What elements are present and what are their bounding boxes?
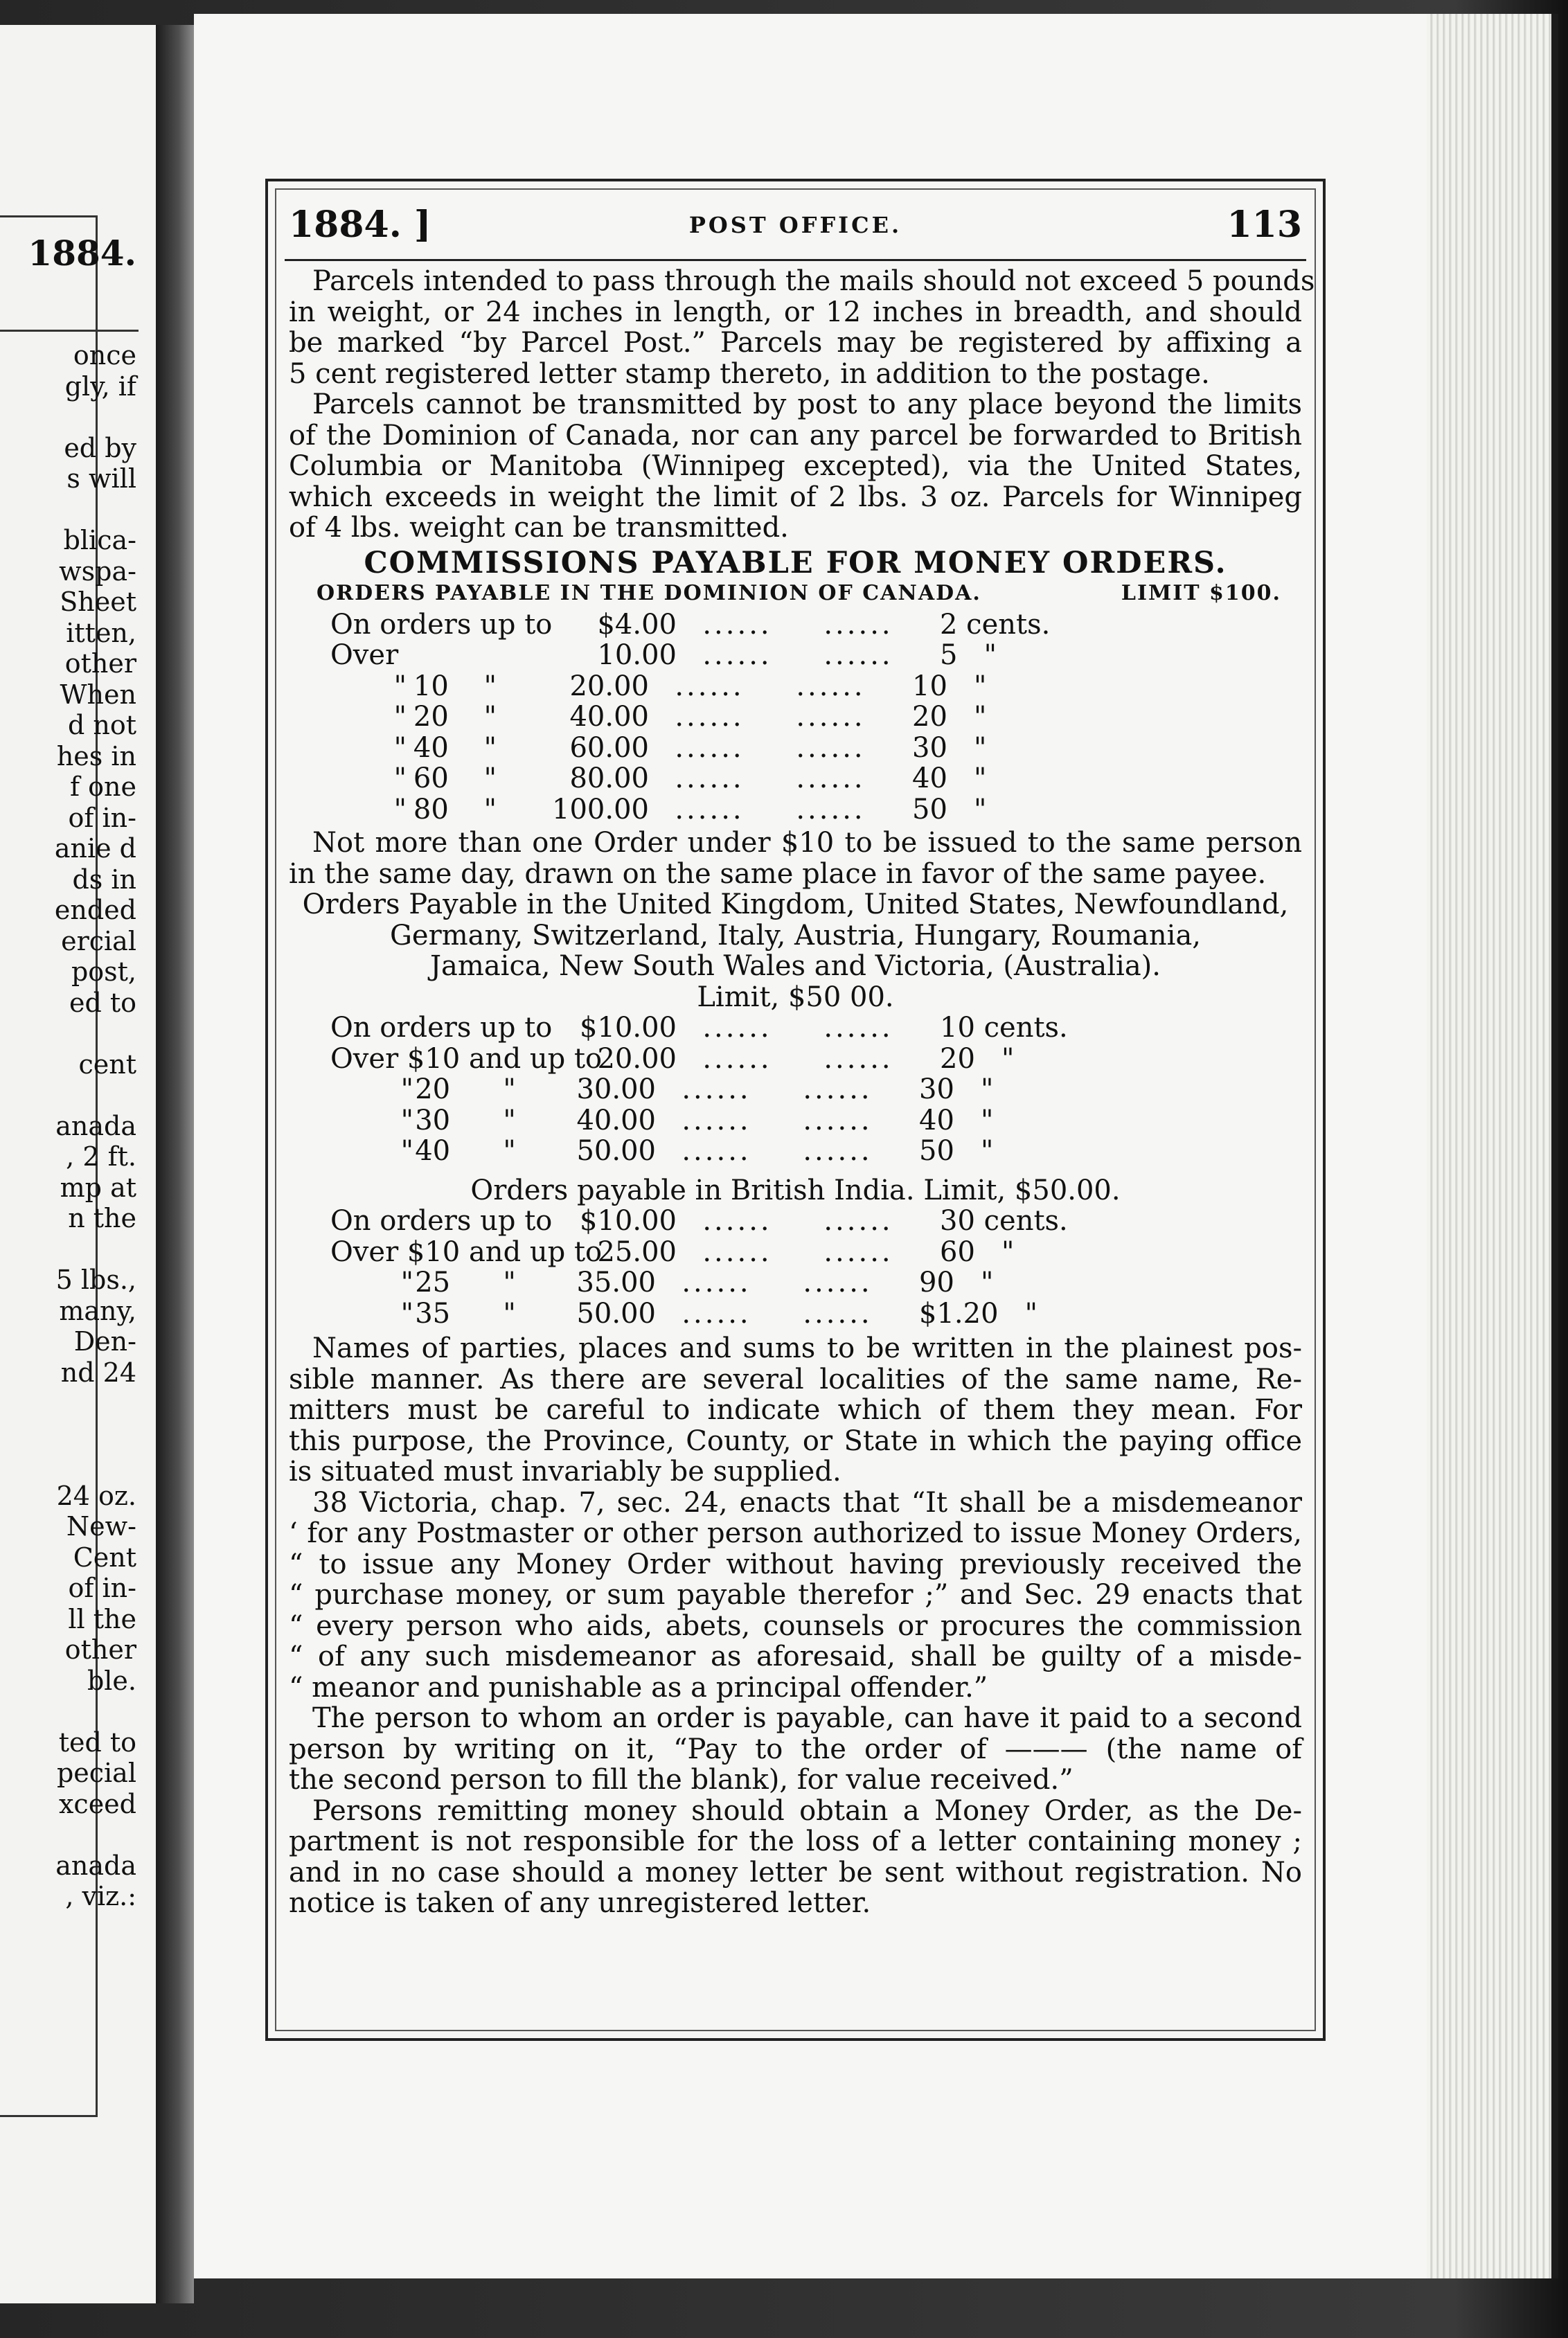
rate-from-label: " <box>400 1073 413 1105</box>
left-page-line: ted to <box>58 1726 136 1758</box>
left-page-line: ll the <box>68 1603 136 1634</box>
page-number: 113 <box>1227 204 1302 246</box>
leader-dots: ...... <box>796 762 866 794</box>
left-page-line: gly, if <box>64 371 136 402</box>
rate-upper-amount: $4.00 <box>597 608 677 641</box>
left-page-line: Sheet <box>60 587 136 617</box>
rate-commission: $1.20 " <box>919 1297 1038 1330</box>
leader-dots: ...... <box>702 1012 772 1044</box>
left-page-line: f one <box>70 771 136 802</box>
text-line: sible manner. As there are several localities of the same name, Re- <box>289 1363 1302 1395</box>
uk-heading <box>289 889 1302 1012</box>
left-page-text <box>0 340 136 1912</box>
rate-upper-amount: 50.00 <box>576 1135 656 1167</box>
left-page-line: ended <box>54 895 136 925</box>
text-line: Not more than one Order under $10 to be issued to the same person <box>312 827 1302 859</box>
paragraph-names <box>289 1333 1302 1488</box>
rate-upper-amount: 20.00 <box>569 670 649 702</box>
rate-row <box>330 1074 1302 1105</box>
rate-commission: 5 " <box>940 639 997 671</box>
text-line: 38 Victoria, chap. 7, sec. 24, enacts that “It shall be a misdemeanor <box>312 1486 1302 1519</box>
rate-commission: 50 " <box>912 793 987 826</box>
text-line: The person to whom an order is payable, can have it paid to a second <box>312 1702 1302 1734</box>
rate-row <box>330 794 1302 826</box>
rate-commission: 40 " <box>912 762 987 794</box>
rate-upper-amount: 25.00 <box>597 1235 677 1268</box>
rate-upper-amount: 100.00 <box>552 793 649 826</box>
rate-row <box>330 733 1302 764</box>
rate-from-label: " <box>393 793 407 826</box>
canada-subheading <box>289 578 1302 609</box>
left-page <box>0 25 156 2303</box>
left-page-line: Cent <box>73 1542 136 1573</box>
left-page-line: n the <box>68 1203 136 1233</box>
rate-lower-amount: 25 " <box>415 1267 516 1299</box>
leader-dots: ...... <box>681 1267 751 1299</box>
rate-commission: 10 cents. <box>940 1012 1068 1044</box>
paragraph-not-more <box>289 828 1302 889</box>
text-line: in the same day, drawn on the same place in favor of the same payee. <box>289 857 1267 890</box>
rate-from-label: " <box>393 701 407 733</box>
rate-lower-amount: 20 " <box>415 1073 516 1105</box>
rate-upper-amount: 35.00 <box>576 1267 656 1299</box>
header-year: 1884. ] <box>289 204 431 246</box>
text-line: and in no case should a money letter be sent without registration. No <box>289 1856 1302 1889</box>
rate-upper-amount: 60.00 <box>569 731 649 764</box>
rate-lower-amount: 30 " <box>415 1104 516 1136</box>
rate-from-label: Over $10 and up to <box>330 1042 603 1075</box>
leader-dots: ...... <box>803 1104 873 1136</box>
paragraph-parcels-restrictions <box>289 389 1302 544</box>
rate-row <box>330 1206 1302 1237</box>
rate-from-label: " <box>393 670 407 702</box>
left-page-rule <box>0 330 139 332</box>
left-page-line: nd 24 <box>60 1357 136 1388</box>
left-page-line: other <box>64 1634 136 1665</box>
leader-dots: ...... <box>681 1297 751 1330</box>
text-line: in weight, or 24 inches in length, or 12 inches in breadth, and should <box>289 296 1302 328</box>
rate-from-label: On orders up to <box>330 1012 553 1044</box>
rate-lower-amount: 35 " <box>415 1297 516 1330</box>
rate-upper-amount: 40.00 <box>576 1104 656 1136</box>
left-page-line: ed by <box>64 432 136 463</box>
india-rates-table <box>289 1206 1302 1329</box>
rate-commission: 30 cents. <box>940 1205 1068 1237</box>
leader-dots: ...... <box>803 1297 873 1330</box>
rate-from-label: On orders up to <box>330 608 553 641</box>
rate-row <box>330 1267 1302 1299</box>
text-line: Jamaica, New South Wales and Victoria, (Australia). <box>430 950 1161 982</box>
leader-dots: ...... <box>681 1135 751 1167</box>
left-page-line <box>0 1234 136 1265</box>
leader-dots: ...... <box>823 639 893 671</box>
leader-dots: ...... <box>681 1104 751 1136</box>
rate-row <box>330 671 1302 702</box>
leader-dots: ...... <box>796 793 866 826</box>
rate-commission: 90 " <box>919 1267 994 1299</box>
rate-row <box>330 640 1302 671</box>
canada-subheading-text: ORDERS PAYABLE IN THE DOMINION OF CANADA. <box>317 581 981 605</box>
paragraph-second-person <box>289 1703 1302 1796</box>
left-page-line <box>0 1696 136 1727</box>
left-page-line <box>0 1819 136 1850</box>
rate-row <box>330 1299 1302 1330</box>
uk-rates-table <box>289 1012 1302 1167</box>
text-line: of the Dominion of Canada, nor can any parcel be forwarded to British <box>289 419 1302 452</box>
rate-upper-amount: 40.00 <box>569 701 649 733</box>
rate-from-label: " <box>400 1104 413 1136</box>
leader-dots: ...... <box>702 1205 772 1237</box>
left-page-line: 5 lbs., <box>55 1265 136 1295</box>
leader-dots: ...... <box>675 793 745 826</box>
text-line: mitters must be careful to indicate which of them they mean. For <box>289 1394 1302 1426</box>
rate-from-label: " <box>400 1267 413 1299</box>
rate-upper-amount: 30.00 <box>576 1073 656 1105</box>
leader-dots: ...... <box>823 1205 893 1237</box>
paragraph-victoria <box>289 1488 1302 1704</box>
left-page-line: other <box>64 648 136 679</box>
leader-dots: ...... <box>702 1235 772 1268</box>
india-heading: Orders payable in British India. Limit, $50.00. <box>470 1174 1121 1206</box>
text-line: Limit, $50 00. <box>697 981 894 1013</box>
rate-row <box>330 1237 1302 1268</box>
page-body <box>289 265 1315 1919</box>
left-page-line: Den- <box>73 1326 136 1357</box>
left-page-line: , 2 ft. <box>66 1141 136 1172</box>
rate-commission: 30 " <box>919 1073 994 1105</box>
leader-dots: ...... <box>823 1042 893 1075</box>
rate-commission: 20 " <box>940 1042 1015 1075</box>
text-line: ‘ for any Postmaster or other person authorized to issue Money Orders, <box>289 1517 1302 1549</box>
left-page-line: New- <box>66 1511 136 1542</box>
text-line: which exceeds in weight the limit of 2 lbs. 3 oz. Parcels for Winnipeg <box>289 481 1302 513</box>
rate-commission: 10 " <box>912 670 987 702</box>
left-page-line: ed to <box>69 987 136 1018</box>
text-line: notice is taken of any unregistered letter. <box>289 1887 871 1919</box>
leader-dots: ...... <box>803 1267 873 1299</box>
rate-from-label: Over <box>330 639 399 671</box>
text-line: 5 cent registered letter stamp thereto, in addition to the postage. <box>289 357 1210 390</box>
rate-from-label: " <box>400 1297 413 1330</box>
left-page-line <box>0 1018 136 1049</box>
text-line: partment is not responsible for the loss of a letter containing money ; <box>289 1826 1302 1857</box>
left-page-line: itten, <box>66 617 136 648</box>
leader-dots: ...... <box>681 1073 751 1105</box>
leader-dots: ...... <box>803 1135 873 1167</box>
rate-from-label: " <box>393 762 407 794</box>
canada-rates-table <box>289 609 1302 826</box>
rate-commission: 40 " <box>919 1104 994 1136</box>
commissions-title: COMMISSIONS PAYABLE FOR MONEY ORDERS. <box>364 545 1227 580</box>
left-page-year: 1884. <box>28 233 136 274</box>
rate-upper-amount: $10.00 <box>580 1012 677 1044</box>
text-line: “ to issue any Money Order without having previously received the <box>289 1548 1302 1580</box>
rate-lower-amount: 40 " <box>413 731 497 764</box>
left-page-line: mp at <box>60 1172 136 1203</box>
rate-lower-amount: 40 " <box>415 1135 516 1167</box>
left-page-line: of in- <box>68 802 136 833</box>
rate-row <box>330 1012 1302 1044</box>
left-page-line: ble. <box>87 1665 136 1696</box>
rate-upper-amount: $10.00 <box>580 1205 677 1237</box>
rate-upper-amount: 10.00 <box>597 639 677 671</box>
left-page-line <box>0 1080 136 1111</box>
text-line: this purpose, the Province, County, or State in which the paying office <box>289 1425 1302 1457</box>
leader-dots: ...... <box>675 731 745 764</box>
leader-dots: ...... <box>803 1073 873 1105</box>
left-page-line: xceed <box>58 1788 136 1819</box>
leader-dots: ...... <box>796 701 866 733</box>
book-gutter <box>156 25 194 2303</box>
left-page-line: d not <box>67 710 136 740</box>
left-page-line: , viz.: <box>65 1881 136 1911</box>
text-line: “ meanor and punishable as a principal offender.” <box>289 1671 988 1704</box>
rate-from-label: " <box>400 1135 413 1167</box>
rate-commission: 50 " <box>919 1135 994 1167</box>
text-line: the second person to fill the blank), for value received.” <box>289 1764 1073 1796</box>
left-page-line: once <box>73 340 136 371</box>
canada-limit: LIMIT $100. <box>1121 581 1281 605</box>
rate-lower-amount: 80 " <box>413 793 497 826</box>
rate-from-label: On orders up to <box>330 1205 553 1237</box>
leader-dots: ...... <box>823 608 893 641</box>
left-page-line: anada <box>55 1850 136 1881</box>
leader-dots: ...... <box>823 1235 893 1268</box>
left-page-line <box>0 1419 136 1450</box>
left-page-line <box>0 402 136 433</box>
left-page-line: hes in <box>56 740 136 771</box>
paragraph-parcels-limits <box>289 265 1315 390</box>
rate-lower-amount: 10 " <box>413 670 497 702</box>
text-line: be marked “by Parcel Post.” Parcels may be registered by affixing a <box>289 327 1302 359</box>
left-page-line: s will <box>66 463 136 494</box>
rate-upper-amount: 50.00 <box>576 1297 656 1330</box>
text-line: “ of any such misdemeanor as aforesaid, shall be guilty of a misde- <box>289 1641 1302 1672</box>
rate-commission: 20 " <box>912 701 987 733</box>
left-page-line: 24 oz. <box>56 1480 136 1511</box>
text-line: Names of parties, places and sums to be written in the plainest pos- <box>312 1332 1302 1364</box>
rate-commission: 2 cents. <box>940 608 1051 641</box>
rate-commission: 30 " <box>912 731 987 764</box>
leader-dots: ...... <box>675 701 745 733</box>
left-page-line <box>0 1449 136 1481</box>
rate-commission: 60 " <box>940 1235 1015 1268</box>
text-line: Orders Payable in the United Kingdom, United States, Newfoundland, <box>302 889 1289 920</box>
left-page-line <box>0 494 136 526</box>
left-page-line: pecial <box>56 1758 136 1788</box>
text-line: person by writing on it, “Pay to the order of ——— (the name of <box>289 1733 1302 1765</box>
leader-dots: ...... <box>796 670 866 702</box>
text-line: Germany, Switzerland, Italy, Austria, Hungary, Roumania, <box>389 919 1202 952</box>
rate-row <box>330 1105 1302 1136</box>
text-line: “ purchase money, or sum payable therefor ;” and Sec. 29 enacts that <box>289 1579 1302 1611</box>
left-page-line: When <box>60 679 136 710</box>
rate-upper-amount: 80.00 <box>569 762 649 794</box>
text-line: Parcels intended to pass through the mails should not exceed 5 pounds <box>312 265 1315 297</box>
rate-row <box>330 702 1302 733</box>
leader-dots: ...... <box>702 639 772 671</box>
running-head <box>289 201 1302 249</box>
text-line: is situated must invariably be supplied. <box>289 1456 841 1488</box>
left-page-line: blica- <box>63 525 136 555</box>
left-page-line: many, <box>59 1295 136 1326</box>
left-page-line <box>0 1388 136 1419</box>
left-page-line: ds in <box>72 864 136 895</box>
rate-row <box>330 763 1302 794</box>
page-frame <box>265 179 1326 2041</box>
page-edges <box>1427 14 1558 2278</box>
left-page-line: wspa- <box>59 555 136 587</box>
leader-dots: ...... <box>702 1042 772 1075</box>
rate-row <box>330 609 1302 641</box>
rate-row <box>330 1136 1302 1167</box>
left-page-line: of in- <box>68 1573 136 1603</box>
text-line: Columbia or Manitoba (Winnipeg excepted), via the United States, <box>289 450 1302 482</box>
leader-dots: ...... <box>675 762 745 794</box>
header-title: POST OFFICE. <box>688 212 902 238</box>
leader-dots: ...... <box>675 670 745 702</box>
header-rule <box>285 259 1306 261</box>
rate-lower-amount: 20 " <box>413 701 497 733</box>
rate-from-label: Over $10 and up to <box>330 1235 603 1268</box>
left-page-line: ercial <box>61 925 136 956</box>
rate-from-label: " <box>393 731 407 764</box>
rate-upper-amount: 20.00 <box>597 1042 677 1075</box>
rate-lower-amount: 60 " <box>413 762 497 794</box>
left-page-line: post, <box>71 956 136 987</box>
text-line: of 4 lbs. weight can be transmitted. <box>289 512 789 544</box>
rate-row <box>330 1044 1302 1075</box>
left-page-line: anie d <box>54 833 136 864</box>
text-line: “ every person who aids, abets, counsels or procures the commission <box>289 1609 1302 1642</box>
leader-dots: ...... <box>796 731 866 764</box>
paragraph-remitting <box>289 1796 1302 1919</box>
left-page-line: cent <box>78 1048 136 1080</box>
leader-dots: ...... <box>823 1012 893 1044</box>
text-line: Persons remitting money should obtain a Money Order, as the De- <box>312 1794 1302 1827</box>
left-page-line: anada <box>55 1110 136 1141</box>
leader-dots: ...... <box>702 608 772 641</box>
text-line: Parcels cannot be transmitted by post to any place beyond the limits <box>312 389 1302 420</box>
